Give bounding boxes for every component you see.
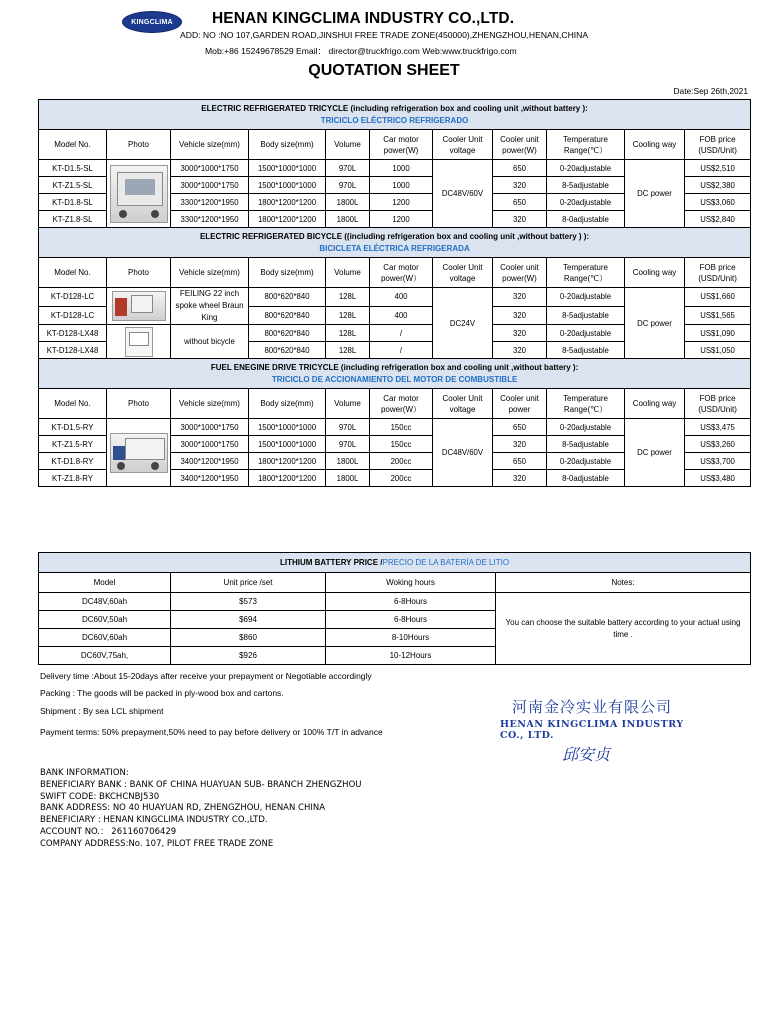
cell-model: KT-D128-LC: [39, 306, 107, 325]
col-power: Cooler unit power(W): [493, 258, 547, 288]
account-number: ACCOUNT NO.： 261160706429: [40, 826, 177, 837]
cell-volume: 970L: [326, 177, 370, 194]
product-price-table: [38, 99, 751, 487]
col-motor: Car motor power(W): [370, 130, 433, 160]
cell-temp: 8-0adjustable: [547, 470, 625, 487]
cell-power: 320: [493, 470, 547, 487]
cell-motor: 1200: [370, 194, 433, 211]
cell-hours: 8-10Hours: [326, 629, 496, 647]
cell-body: 800*620*840: [249, 325, 326, 342]
cell-temp: 8-5adjustable: [547, 342, 625, 359]
cell-volume: 1800L: [326, 211, 370, 228]
col-cooling: Cooling way: [625, 130, 685, 160]
cell-power: 320: [493, 288, 547, 307]
cell-power: 650: [493, 194, 547, 211]
cell-fob: US$1,660: [685, 288, 751, 307]
cell-hours: 6-8Hours: [326, 593, 496, 611]
col-body: Body size(mm): [249, 258, 326, 288]
cell-voltage: DC24V: [433, 288, 493, 359]
battery-title: LITHIUM BATTERY PRICE /: [279, 558, 383, 567]
col-photo: Photo: [107, 389, 171, 419]
bank-information: [40, 768, 361, 851]
cell-volume: 1800L: [326, 453, 370, 470]
table-row: [39, 288, 751, 307]
cell-motor: 1000: [370, 160, 433, 177]
cell-fob: US$2,510: [685, 160, 751, 177]
col-voltage: Cooler Unit voltage: [433, 130, 493, 160]
table-row: [39, 160, 751, 177]
cell-vehicle: without bicycle: [171, 325, 249, 359]
col-motor: Car motor power(W）: [370, 389, 433, 419]
col-notes: Notes:: [496, 573, 751, 593]
col-model: Model No.: [39, 130, 107, 160]
column-header-row: [39, 258, 751, 288]
cell-motor: 400: [370, 288, 433, 307]
col-model: Model No.: [39, 258, 107, 288]
cell-model: KT-Z1.5-SL: [39, 177, 107, 194]
cell-volume: 970L: [326, 160, 370, 177]
cell-power: 650: [493, 419, 547, 436]
cell-volume: 1800L: [326, 470, 370, 487]
col-voltage: Cooler Unit voltage: [433, 389, 493, 419]
cell-power: 320: [493, 436, 547, 453]
cell-body: 1500*1000*1000: [249, 160, 326, 177]
tricycle-photo: [107, 160, 171, 228]
col-fob: FOB price (USD/Unit): [685, 258, 751, 288]
company-contact: Mob:+86 15249678529 Email： director@truckfrigo.com Web:www.truckfrigo.com: [205, 46, 517, 56]
cell-body: 800*620*840: [249, 306, 326, 325]
cell-model: KT-Z1.8-SL: [39, 211, 107, 228]
col-temp: Temperature Range(℃）: [547, 130, 625, 160]
payment-terms: Payment terms: 50% prepayment,50% need to pay before delivery or 100% T/T in advance: [40, 727, 383, 737]
battery-price-table: [38, 552, 751, 665]
col-fob: FOB price (USD/Unit): [685, 389, 751, 419]
company-name: HENAN KINGCLIMA INDUSTRY CO.,LTD.: [212, 10, 515, 27]
section-title-es: BICICLETA ELÉCTRICA REFRIGERADA: [319, 243, 470, 253]
cell-fob: US$3,060: [685, 194, 751, 211]
cell-vehicle: FEILING 22 inch spoke wheel Braun King: [171, 288, 249, 325]
cell-motor: 1000: [370, 177, 433, 194]
cell-temp: 8-5adjustable: [547, 177, 625, 194]
cell-temp: 8-5adjustable: [547, 306, 625, 325]
col-model: Model No.: [39, 389, 107, 419]
col-volume: Volume: [326, 389, 370, 419]
cell-motor: /: [370, 325, 433, 342]
cell-motor: 400: [370, 306, 433, 325]
cell-vehicle: 3000*1000*1750: [171, 160, 249, 177]
cell-fob: US$1,565: [685, 306, 751, 325]
cell-hours: 10-12Hours: [326, 647, 496, 665]
cell-body: 1500*1000*1000: [249, 177, 326, 194]
cell-volume: 1800L: [326, 194, 370, 211]
bicycle-photo: [107, 288, 171, 325]
cell-volume: 128L: [326, 306, 370, 325]
company-logo: [122, 11, 182, 33]
section-header: [39, 228, 751, 258]
section-title: ELECTRIC REFRIGERATED BICYCLE ((including refrigeration box and cooling unit ,without battery ) ):: [199, 231, 590, 241]
col-price: Unit price /set: [171, 573, 326, 593]
cell-temp: 0-20adjustable: [547, 325, 625, 342]
cell-motor: 200cc: [370, 453, 433, 470]
cell-motor: 150cc: [370, 436, 433, 453]
page-title: QUOTATION SHEET: [308, 62, 460, 79]
cell-voltage: DC48V/60V: [433, 160, 493, 228]
bank-address: BANK ADDRESS: NO 40 HUAYUAN RD, ZHENGZHOU, HENAN CHINA: [40, 803, 326, 814]
cell-model: KT-Z1.5-RY: [39, 436, 107, 453]
cell-power: 650: [493, 453, 547, 470]
cell-motor: 200cc: [370, 470, 433, 487]
quote-date: Date:Sep 26th,2021: [673, 86, 748, 96]
cell-motor: /: [370, 342, 433, 359]
cell-fob: US$3,700: [685, 453, 751, 470]
cell-vehicle: 3300*1200*1950: [171, 194, 249, 211]
cell-voltage: DC48V/60V: [433, 419, 493, 487]
col-photo: Photo: [107, 130, 171, 160]
logo-text: KINGCLIMA: [131, 18, 173, 26]
signature: 邱安贞: [562, 745, 611, 764]
col-vehicle: Vehicle size(mm): [171, 258, 249, 288]
cell-body: 1800*1200*1200: [249, 211, 326, 228]
col-voltage: Cooler Unit voltage: [433, 258, 493, 288]
cell-note: You can choose the suitable battery according to your actual using time .: [496, 593, 751, 665]
section-title-es: TRICICLO ELÉCTRICO REFRIGERADO: [320, 115, 469, 125]
col-cooling: Cooling way: [625, 389, 685, 419]
cell-temp: 8-5adjustable: [547, 436, 625, 453]
col-hours: Woking hours: [326, 573, 496, 593]
cell-fob: US$2,840: [685, 211, 751, 228]
cell-cooling: DC power: [625, 160, 685, 228]
cell-price: $573: [171, 593, 326, 611]
cell-price: $694: [171, 611, 326, 629]
column-header-row: [39, 573, 751, 593]
cell-model: KT-Z1.8-RY: [39, 470, 107, 487]
company-address: ADD: NO :NO 107,GARDEN ROAD,JINSHUI FREE TRADE ZONE(450000),ZHENGZHOU,HENAN,CHINA: [180, 30, 589, 40]
cell-model: KT-D128-LC: [39, 288, 107, 307]
table-row: [39, 593, 751, 611]
col-temp: Temperature Range(℃）: [547, 258, 625, 288]
cell-vehicle: 3000*1000*1750: [171, 419, 249, 436]
cell-model: DC48V,60ah: [39, 593, 171, 611]
section-title: ELECTRIC REFRIGERATED TRICYCLE (including refrigeration box and cooling unit ,without battery ):: [201, 103, 588, 113]
cell-model: KT-D128-LX48: [39, 342, 107, 359]
cell-body: 1800*1200*1200: [249, 194, 326, 211]
battery-title-es: PRECIO DE LA BATERÍA DE LITIO: [382, 558, 510, 567]
seal-chinese-name: 河南金冷实业有限公司: [512, 698, 673, 716]
cell-body: 800*620*840: [249, 288, 326, 307]
seal-english-name: HENAN KINGCLIMA INDUSTRY CO., LTD.: [500, 719, 684, 741]
cell-hours: 6-8Hours: [326, 611, 496, 629]
col-photo: Photo: [107, 258, 171, 288]
section-header: [39, 359, 751, 389]
col-vehicle: Vehicle size(mm): [171, 130, 249, 160]
fuel-tricycle-photo: [107, 419, 171, 487]
section-header: [39, 100, 751, 130]
company-seal: [500, 690, 690, 770]
cell-body: 1800*1200*1200: [249, 453, 326, 470]
cell-price: $860: [171, 629, 326, 647]
section-title-es: TRICICLO DE ACCIONAMIENTO DEL MOTOR DE COMBUSTIBLE: [271, 374, 518, 384]
col-volume: Volume: [326, 130, 370, 160]
cell-motor: 150cc: [370, 419, 433, 436]
cell-volume: 128L: [326, 342, 370, 359]
cell-model: KT-D1.8-RY: [39, 453, 107, 470]
column-header-row: [39, 130, 751, 160]
col-body: Body size(mm): [249, 130, 326, 160]
cell-power: 320: [493, 177, 547, 194]
cell-volume: 128L: [326, 325, 370, 342]
bank-heading: BANK INFORMATION:: [40, 768, 129, 778]
cell-model: KT-D1.5-RY: [39, 419, 107, 436]
beneficiary-bank: BENEFICIARY BANK : BANK OF CHINA HUAYUAN SUB- BRANCH ZHENGZHOU: [40, 779, 362, 790]
cell-power: 650: [493, 160, 547, 177]
cell-vehicle: 3300*1200*1950: [171, 211, 249, 228]
table-row: [39, 419, 751, 436]
cell-body: 1500*1000*1000: [249, 436, 326, 453]
cell-vehicle: 3400*1200*1950: [171, 453, 249, 470]
cell-fob: US$2,380: [685, 177, 751, 194]
col-motor: Car motor power(W）: [370, 258, 433, 288]
cell-body: 1800*1200*1200: [249, 470, 326, 487]
col-vehicle: Vehicle size(mm): [171, 389, 249, 419]
col-body: Body size(mm): [249, 389, 326, 419]
col-power: Cooler unit power(W): [493, 130, 547, 160]
section-title: FUEL ENEGINE DRIVE TRICYCLE (including refrigeration box and cooling unit ,without battery ):: [210, 362, 579, 372]
col-cooling: Cooling way: [625, 258, 685, 288]
swift-code: SWIFT CODE: BKCHCNBJ530: [40, 791, 160, 802]
cell-fob: US$1,090: [685, 325, 751, 342]
cell-model: DC60V,60ah: [39, 629, 171, 647]
cell-model: KT-D1.5-SL: [39, 160, 107, 177]
cell-model: KT-D1.8-SL: [39, 194, 107, 211]
cell-model: DC60V,75ah,: [39, 647, 171, 665]
cell-temp: 0-20adjustable: [547, 453, 625, 470]
cell-fob: US$1,050: [685, 342, 751, 359]
beneficiary: BENEFICIARY : HENAN KINGCLIMA INDUSTRY CO.,LTD.: [40, 815, 268, 826]
cell-vehicle: 3000*1000*1750: [171, 177, 249, 194]
column-header-row: [39, 389, 751, 419]
cell-volume: 128L: [326, 288, 370, 307]
cell-temp: 8-0adjustable: [547, 211, 625, 228]
cell-volume: 970L: [326, 419, 370, 436]
cell-temp: 0-20adjustable: [547, 160, 625, 177]
letterhead: [0, 0, 768, 96]
cell-power: 320: [493, 306, 547, 325]
packing-terms: Packing : The goods will be packed in ply-wood box and cartons.: [40, 688, 284, 698]
cell-motor: 1200: [370, 211, 433, 228]
cell-body: 800*620*840: [249, 342, 326, 359]
cell-body: 1500*1000*1000: [249, 419, 326, 436]
cell-volume: 970L: [326, 436, 370, 453]
cell-price: $926: [171, 647, 326, 665]
cell-fob: US$3,260: [685, 436, 751, 453]
cell-power: 320: [493, 342, 547, 359]
shipment-terms: Shipment : By sea LCL shipment: [40, 706, 164, 716]
cooler-box-photo: [107, 325, 171, 359]
cell-power: 320: [493, 211, 547, 228]
cell-cooling: DC power: [625, 419, 685, 487]
col-temp: Temperature Range(℃）: [547, 389, 625, 419]
cell-vehicle: 3400*1200*1950: [171, 470, 249, 487]
cell-fob: US$3,475: [685, 419, 751, 436]
col-volume: Volume: [326, 258, 370, 288]
company-address-line: COMPANY ADDRESS:No. 107, PILOT FREE TRADE ZONE: [40, 838, 274, 849]
delivery-terms: Delivery time :About 15-20days after receive your prepayment or Negotiable accordingly: [40, 671, 372, 681]
cell-power: 320: [493, 325, 547, 342]
cell-temp: 0-20adjustable: [547, 194, 625, 211]
cell-model: KT-D128-LX48: [39, 325, 107, 342]
col-fob: FOB price (USD/Unit): [685, 130, 751, 160]
cell-model: DC60V,50ah: [39, 611, 171, 629]
cell-temp: 0-20adjustable: [547, 419, 625, 436]
cell-temp: 0-20adjustable: [547, 288, 625, 307]
cell-vehicle: 3000*1000*1750: [171, 436, 249, 453]
battery-header: [39, 553, 751, 573]
cell-fob: US$3,480: [685, 470, 751, 487]
cell-cooling: DC power: [625, 288, 685, 359]
col-power: Cooler unit power: [493, 389, 547, 419]
col-model: Model: [39, 573, 171, 593]
